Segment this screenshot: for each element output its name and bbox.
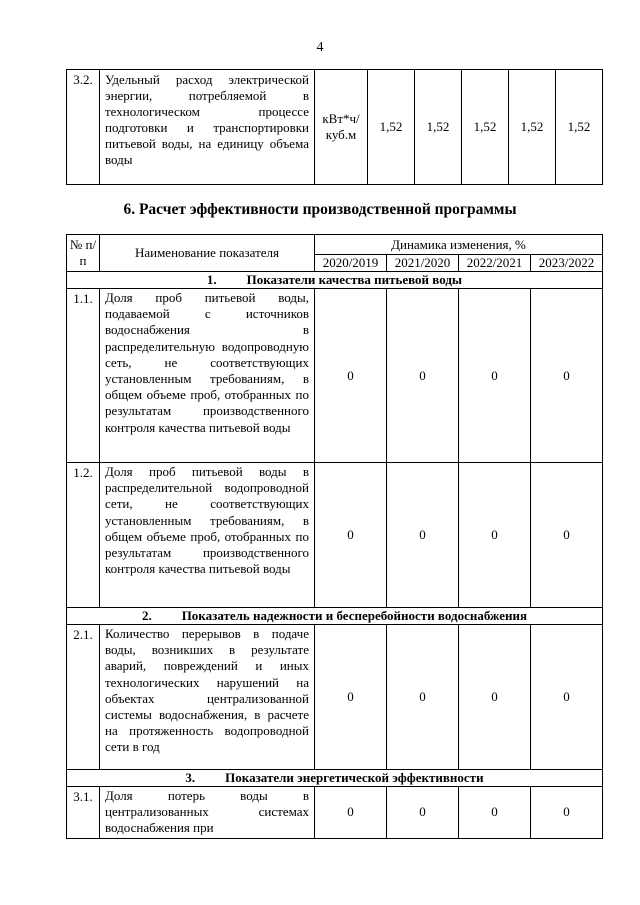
section-number: 3.	[185, 770, 196, 785]
row-value: 0	[387, 289, 459, 463]
row-value: 0	[459, 625, 531, 770]
section-row	[67, 608, 603, 625]
top-table	[66, 69, 603, 185]
row-name: Количество перерывов в подаче воды, возникших в результате аварий, повреждений и иных технологических нарушений на объектах централизованной системы водоснабжения, в расчете на протяженность водопроводной сети в год	[100, 625, 315, 770]
row-unit: кВт*ч/куб.м	[315, 70, 368, 185]
section-row	[67, 770, 603, 787]
row-value: 0	[531, 787, 603, 839]
row-value: 0	[315, 625, 387, 770]
row-number: 3.2.	[67, 70, 100, 185]
row-value: 0	[531, 625, 603, 770]
row-value: 0	[315, 787, 387, 839]
header-year: 2022/2021	[459, 255, 531, 272]
row-number: 1.1.	[67, 289, 100, 463]
header-year: 2020/2019	[315, 255, 387, 272]
section-number: 2.	[141, 608, 152, 623]
row-value: 1,52	[462, 70, 509, 185]
section-label: Показатели энергетической эффективности	[225, 770, 484, 785]
row-value: 0	[459, 787, 531, 839]
row-value: 0	[315, 463, 387, 608]
row-name: Доля проб питьевой воды в распределительной водопроводной сети, не соответствующих установленным требованиям, в общем объеме проб, отобранных по результатам производственного контроля качества питьевой воды	[100, 463, 315, 608]
table-row	[67, 463, 603, 608]
table-row	[67, 787, 603, 839]
page-number: 4	[316, 40, 324, 55]
row-value: 0	[387, 625, 459, 770]
row-value: 1,52	[368, 70, 415, 185]
section-row	[67, 272, 603, 289]
table-row	[67, 625, 603, 770]
row-value: 0	[459, 289, 531, 463]
row-name: Доля проб питьевой воды, подаваемой с источников водоснабжения в распределительную водопроводную сеть, не соответствующих установленным требованиям, в общем объеме проб, отобранных по результатам производственного контроля качества питьевой воды	[100, 289, 315, 463]
row-value: 0	[315, 289, 387, 463]
row-value: 0	[459, 463, 531, 608]
table-row	[67, 289, 603, 463]
row-number: 2.1.	[67, 625, 100, 770]
efficiency-table	[66, 234, 603, 839]
section-label: Показатель надежности и бесперебойности водоснабжения	[181, 608, 528, 623]
row-value: 1,52	[556, 70, 603, 185]
header-num: № п/п	[67, 235, 100, 272]
row-value: 0	[387, 787, 459, 839]
row-value: 1,52	[509, 70, 556, 185]
section-number: 1.	[206, 272, 217, 287]
row-value: 1,52	[415, 70, 462, 185]
header-row	[67, 235, 603, 255]
table-row	[67, 70, 603, 185]
section-title: 6. Расчет эффективности производственной программы	[123, 201, 517, 218]
row-value: 0	[531, 463, 603, 608]
header-year: 2021/2020	[387, 255, 459, 272]
header-year: 2023/2022	[531, 255, 603, 272]
row-number: 3.1.	[67, 787, 100, 839]
header-name: Наименование показателя	[100, 235, 315, 272]
row-value: 0	[387, 463, 459, 608]
row-number: 1.2.	[67, 463, 100, 608]
header-dynamics: Динамика изменения, %	[315, 235, 603, 255]
row-name: Удельный расход электрической энергии, потребляемой в технологическом процессе подготовки и транспортировки питьевой воды, на единицу объема воды	[100, 70, 315, 185]
section-label: Показатели качества питьевой воды	[246, 272, 463, 287]
row-name: Доля потерь воды в централизованных системах водоснабжения при	[100, 787, 315, 839]
row-value: 0	[531, 289, 603, 463]
